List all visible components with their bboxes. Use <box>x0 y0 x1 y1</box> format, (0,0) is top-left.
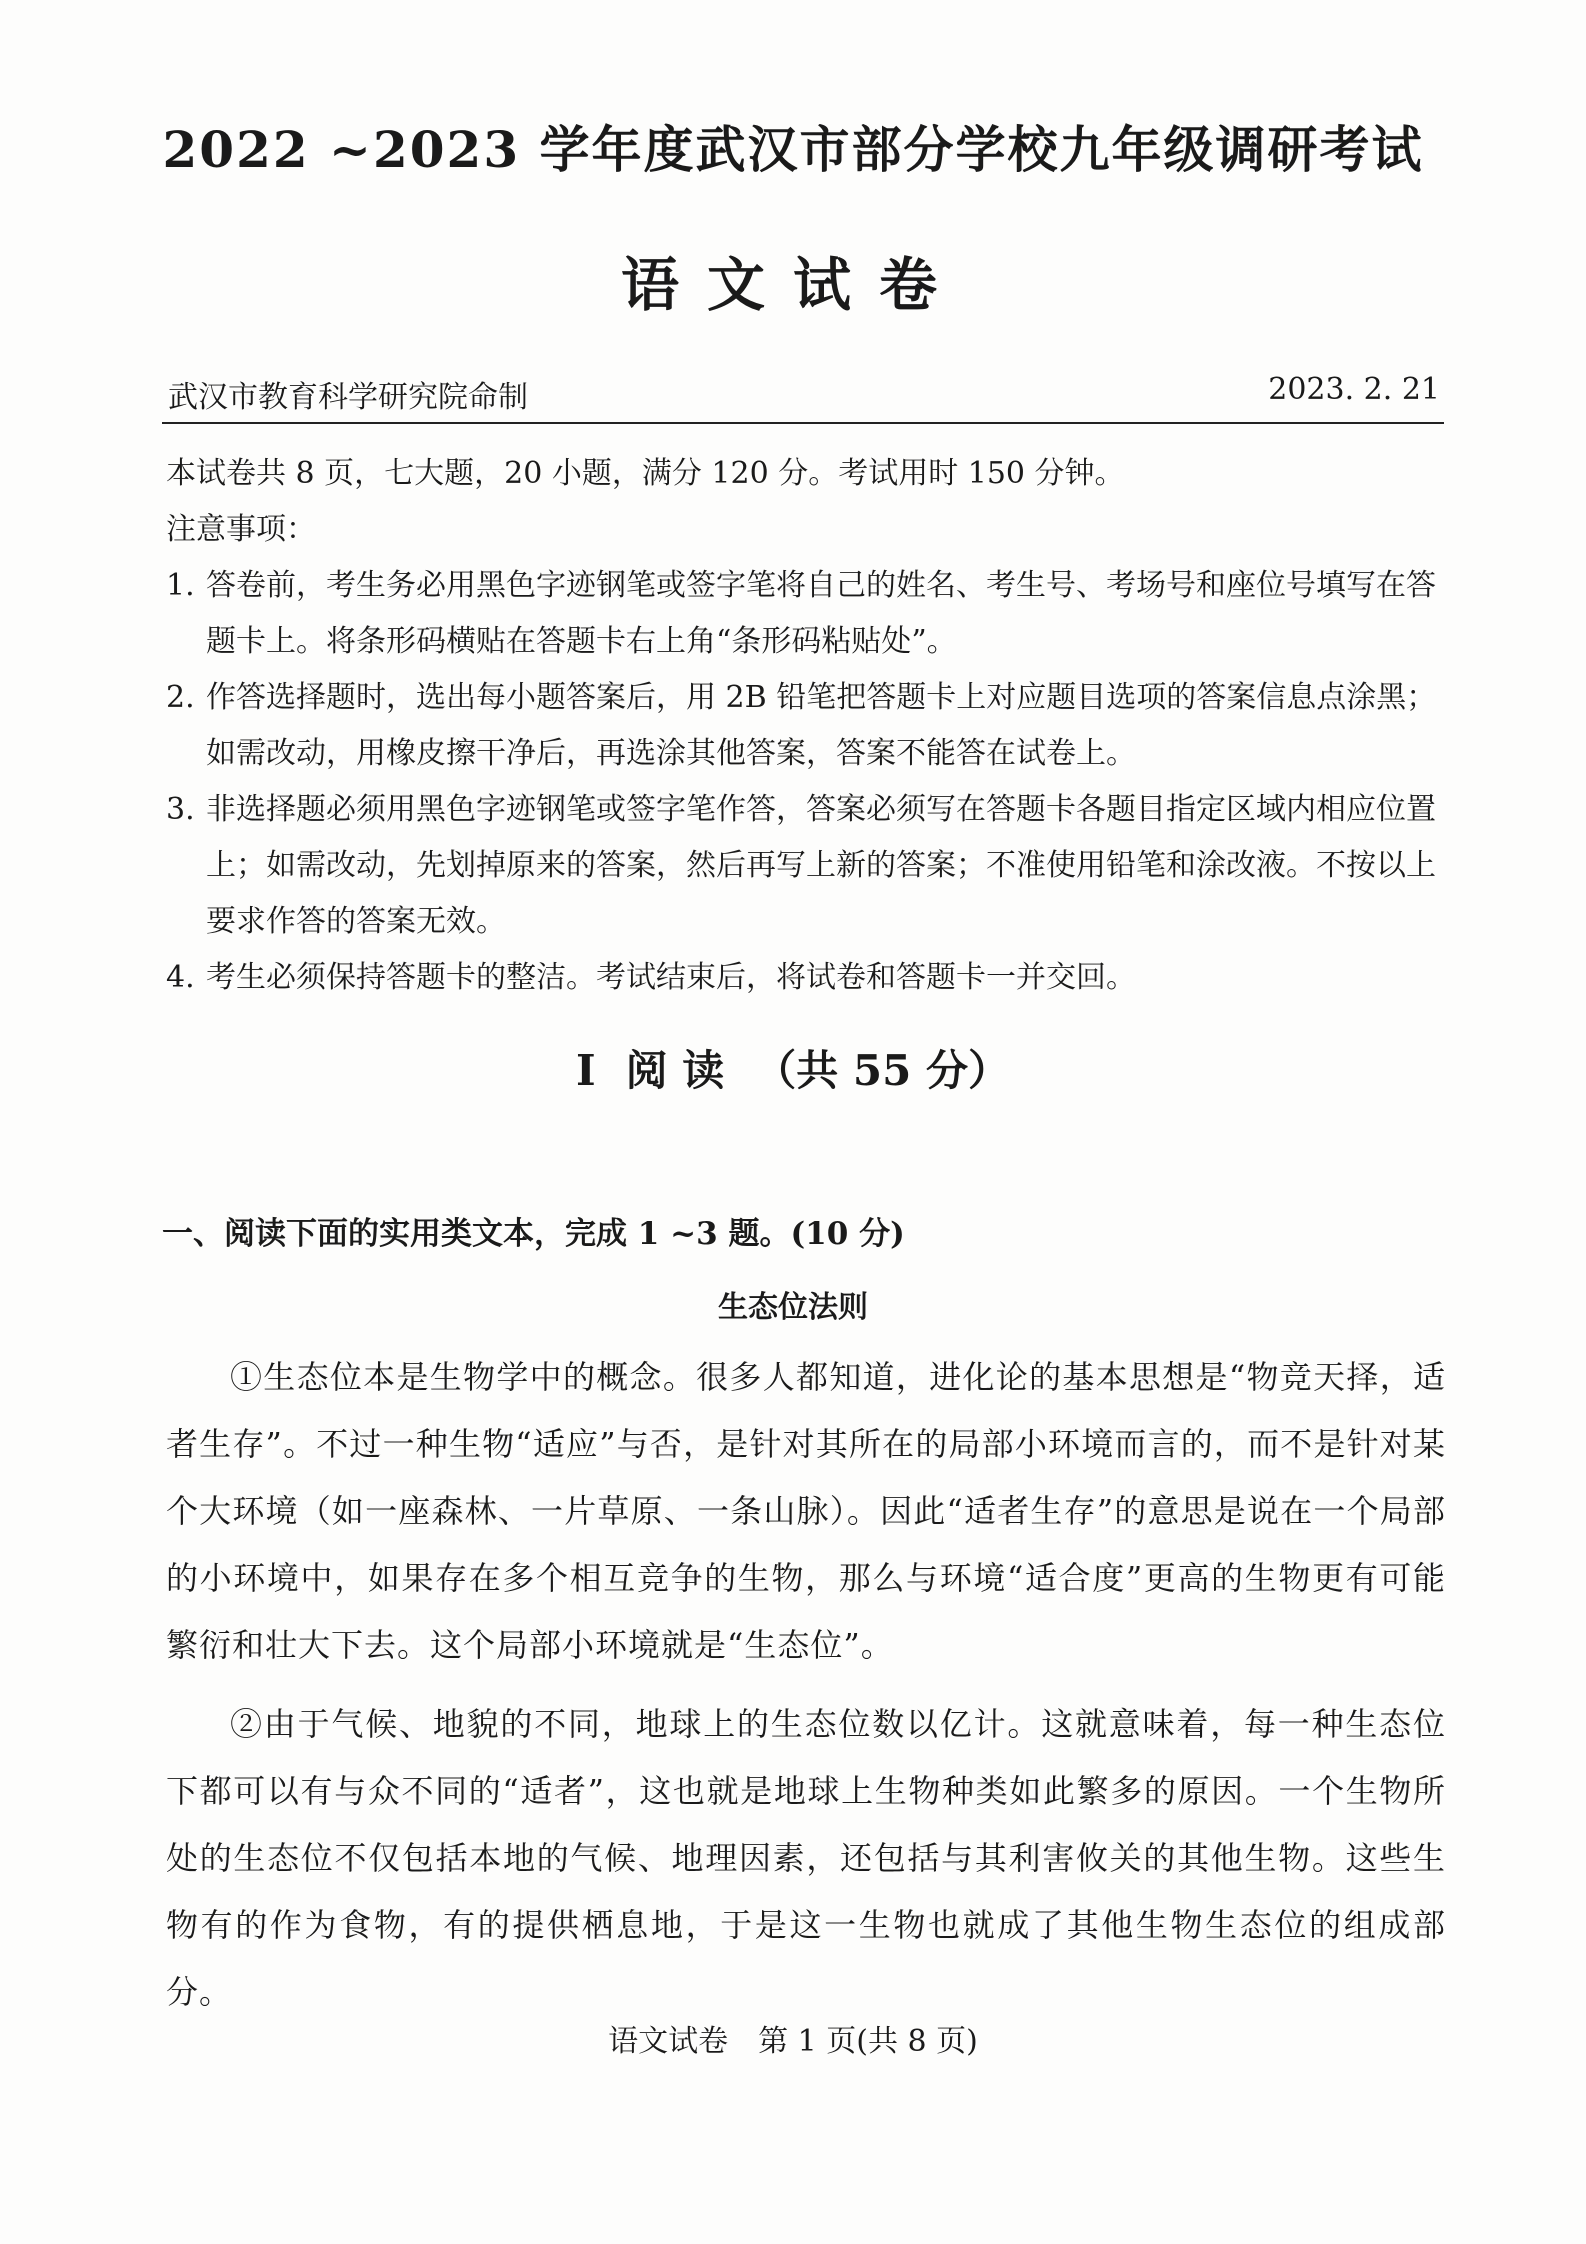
article-title: 生态位法则 <box>718 1290 868 1325</box>
header-divider <box>162 422 1444 424</box>
notice-number: 4. <box>166 960 195 995</box>
notice-text: 非选择题必须用黑色字迹钢笔或签字笔作答，答案必须写在答题卡各题目指定区域内相应位置上；如需改动，先划掉原来的答案，然后再写上新的答案；不准使用铅笔和涂改液。不按以上要求作答的答案无效。 <box>206 792 1436 939</box>
notice-item <box>166 670 1446 782</box>
article-paragraph: ②由于气候、地貌的不同，地球上的生态位数以亿计。这就意味着，每一种生态位下都可以有与众不同的“适者”，这也就是地球上生物种类如此繁多的原因。一个生物所处的生态位不仅包括本地的气候、地理因素，还包括与其利害攸关的其他生物。这些生物有的作为食物，有的提供栖息地，于是这一生物也就成了其他生物生态位的组成部分。 <box>166 1705 1446 2011</box>
notice-number: 2. <box>166 680 195 715</box>
exam-date: 2023. 2. 21 <box>1268 372 1440 407</box>
page-footer: 语文试卷 第 1 页(共 8 页) <box>608 2024 978 2059</box>
issuer: 武汉市教育科学研究院命制 <box>168 380 528 415</box>
notice-item <box>166 950 1446 1006</box>
notice-item <box>166 558 1446 670</box>
notice-number: 1. <box>166 568 195 603</box>
subject-title: 语文试卷 <box>620 251 965 319</box>
exam-instructions <box>166 446 1446 1006</box>
notice-text: 答卷前，考生务必用黑色字迹钢笔或签字笔将自己的姓名、考生号、考场号和座位号填写在答题卡上。将条形码横贴在答题卡右上角“条形码粘贴处”。 <box>206 568 1436 659</box>
notice-text: 作答选择题时，选出每小题答案后，用 2B 铅笔把答题卡上对应题目选项的答案信息点涂黑；如需改动，用橡皮擦干净后，再选涂其他答案，答案不能答在试卷上。 <box>206 680 1437 771</box>
section-title <box>0 1038 1586 1098</box>
notice-item <box>166 782 1446 950</box>
section-score: （共 55 分） <box>754 1046 1010 1095</box>
notice-heading: 注意事项： <box>166 512 316 547</box>
exam-title: 2022 ~2023 学年度武汉市部分学校九年级调研考试 <box>162 120 1424 179</box>
notice-number: 3. <box>166 792 195 827</box>
notice-text: 考生必须保持答题卡的整洁。考试结束后，将试卷和答题卡一并交回。 <box>206 960 1136 995</box>
exam-summary: 本试卷共 8 页，七大题，20 小题，满分 120 分。考试用时 150 分钟。 <box>166 456 1125 491</box>
part-one-title: 一、阅读下面的实用类文本，完成 1 ~3 题。(10 分) <box>162 1216 905 1252</box>
section-roman: I <box>576 1046 596 1095</box>
section-name: 阅 读 <box>625 1046 725 1095</box>
issuer-row <box>168 372 1440 416</box>
notice-list <box>166 558 1446 1006</box>
article-body <box>166 1344 1446 2038</box>
article-paragraph: ①生态位本是生物学中的概念。很多人都知道，进化论的基本思想是“物竞天择，适者生存”。不过一种生物“适应”与否，是针对其所在的局部小环境而言的，而不是针对某个大环境（如一座森林、一片草原、一条山脉）。因此“适者生存”的意思是说在一个局部的小环境中，如果存在多个相互竞争的生物，那么与环境“适合度”更高的生物更有可能繁衍和壮大下去。这个局部小环境就是“生态位”。 <box>166 1358 1446 1664</box>
